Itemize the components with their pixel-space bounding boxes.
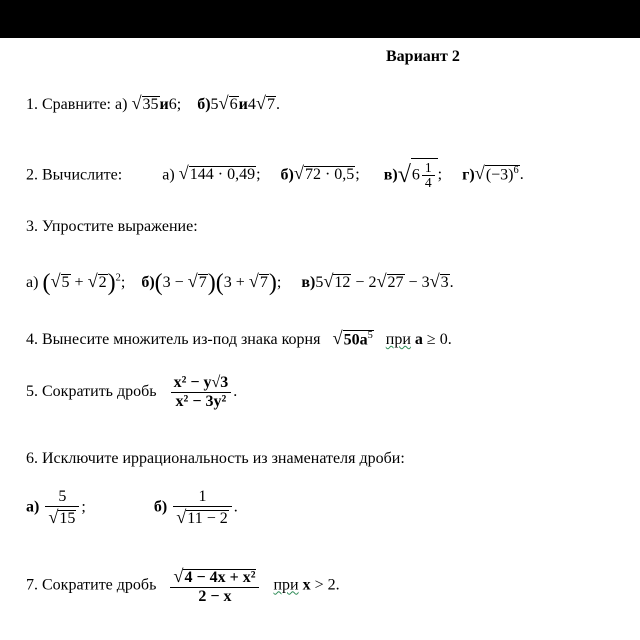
label-b: б): [197, 96, 211, 113]
condition-word: при: [385, 331, 411, 348]
task-6: [26, 450, 405, 468]
task-number: 5.: [26, 383, 38, 401]
expr-1b: 5√6и4√7.: [210, 93, 280, 113]
task-text: Сократите дробь: [42, 576, 157, 594]
expr-2v: √6 $\frac{1}{4}$ ;: [397, 160, 443, 191]
expr-5: $\frac{\text{x² − y√3}}{\text{x² − 3y²}}$: [171, 374, 232, 411]
task-text: Вынесите множитель из-под знака корня: [42, 331, 321, 348]
label-a: а): [26, 498, 40, 516]
label-b: б): [153, 498, 168, 516]
expr-2b: √72 · 0,5;: [293, 163, 360, 184]
task-4: [26, 328, 452, 349]
label-a: а): [26, 274, 39, 291]
task-text: Вычислите:: [42, 166, 123, 184]
task-2: [26, 158, 524, 191]
condition-var: x: [302, 576, 311, 594]
condition: ≥ 0.: [426, 331, 452, 348]
label-b: б): [141, 274, 155, 291]
task-text: Сократить дробь: [42, 383, 157, 401]
top-black-bar: [0, 0, 640, 38]
task-number: 1.: [26, 96, 38, 113]
task-number: 4.: [26, 331, 38, 348]
expr-4: $√50a^5$: [332, 328, 373, 348]
expr-1a: √35и6;: [131, 93, 182, 113]
label-v: в): [301, 274, 316, 291]
task-number: 3.: [26, 218, 38, 235]
expr-6b: $\frac{1}{√11 - 2}$: [173, 488, 232, 528]
condition-var: a: [414, 331, 423, 348]
task-text: Исключите иррациональность из знаменателя дроби:: [42, 450, 405, 467]
task-6-items: а) $\frac{5}{√15}$ ; б) $\frac{1}{√11 - 2}$ .: [26, 488, 238, 527]
condition: > 2.: [314, 576, 340, 594]
label-a: а): [115, 96, 128, 113]
task-number: 7.: [26, 576, 38, 594]
task-number: 2.: [26, 166, 38, 184]
label-g: г): [462, 166, 475, 184]
task-3-items: [26, 270, 454, 297]
label-v: в): [383, 166, 398, 184]
condition-word: при: [273, 576, 299, 594]
variant-title: Вариант 2: [386, 48, 460, 65]
task-5: 5. Сократить дробь $\frac{\text{x² − y√3}}{\text{x² − 3y²}}$ .: [26, 374, 238, 410]
task-1: [26, 93, 280, 114]
label-b: б): [280, 166, 294, 184]
task-text: Упростите выражение:: [42, 218, 198, 235]
expr-7: $\frac{\text{√4 − 4x + x²}}{2 - x}$: [170, 566, 259, 606]
expr-6a: $\frac{5}{√15}$: [45, 488, 79, 528]
expr-2g: $√(-3)^6$.: [474, 163, 524, 184]
expr-3b: (3 − √7)(3 + √7);: [154, 270, 282, 296]
task-text: Сравните:: [42, 96, 111, 113]
task-number: 6.: [26, 450, 38, 467]
expr-3v: 5√12 − 2√27 − 3√3.: [315, 271, 454, 291]
task-7: [26, 566, 340, 606]
expr-2a: √144 · 0,49;: [178, 163, 261, 184]
task-3: [26, 218, 198, 236]
expr-3a: $(√5 + √2)^2$;: [42, 270, 126, 296]
label-a: а): [162, 166, 175, 184]
